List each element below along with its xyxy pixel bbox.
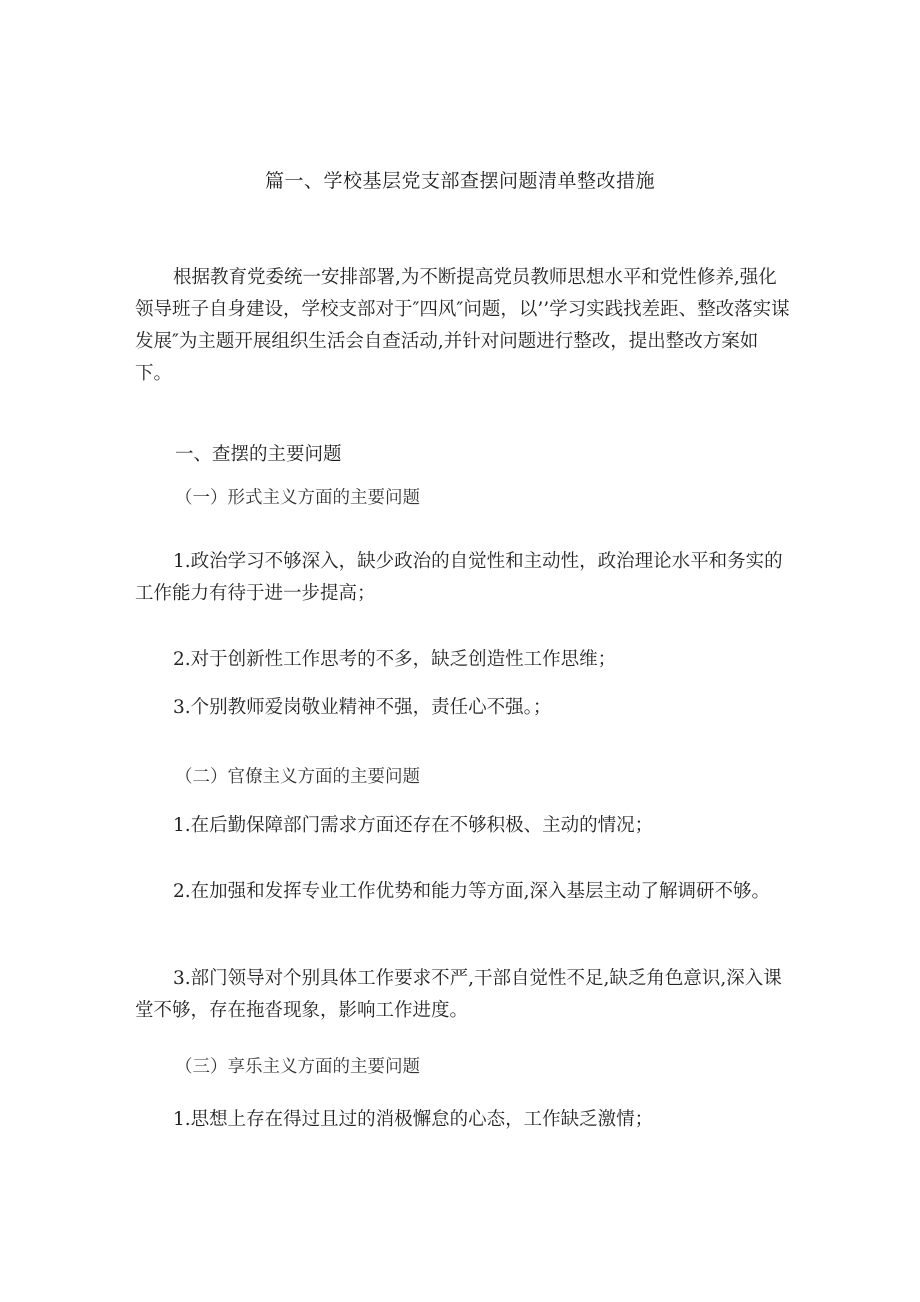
subsection-title-bureaucratism: （二）官僚主义方面的主要问题	[175, 767, 420, 787]
list-item: 1.在后勤保障部门需求方面还存在不够积极、主动的情况；	[173, 815, 654, 836]
subsection-title-formalism: （一）形式主义方面的主要问题	[175, 488, 420, 508]
list-item: 1.思想上存在得过且过的消极懈怠的心态，工作缺乏激情；	[173, 1109, 654, 1130]
list-item: 1.政治学习不够深入，缺少政治的自觉性和主动性，政治理论水平和务实的工作能力有待于进一步提高；	[135, 551, 783, 604]
document-title: 篇一、学校基层党支部查摆问题清单整改措施	[264, 170, 655, 192]
list-item: 3.个别教师爱岗敬业精神不强，责任心不强。；	[173, 697, 552, 718]
list-item: 3.部门领导对个别具体工作要求不严,干部自觉性不足,缺乏角色意识,深入课堂不够，存在拖沓现象，影响工作进度。	[135, 968, 782, 1021]
intro-paragraph: 根据教育党委统一安排部署,为不断提高党员教师思想水平和党性修养,强化领导班子自身建设，学校支部对于″四风″问题，以’’学习实践找差距、整改落实谋发展″为主题开展组织生活会自查活动,并针对问题进行整改，提出整改方案如下。	[135, 267, 790, 384]
subsection-title-hedonism: （三）享乐主义方面的主要问题	[175, 1057, 420, 1077]
section-heading-1: 一、查摆的主要问题	[175, 444, 342, 465]
list-item: 2.在加强和发挥专业工作优势和能力等方面,深入基层主动了解调研不够。	[173, 881, 771, 902]
list-item: 2.对于创新性工作思考的不多，缺乏创造性工作思维；	[173, 649, 617, 670]
